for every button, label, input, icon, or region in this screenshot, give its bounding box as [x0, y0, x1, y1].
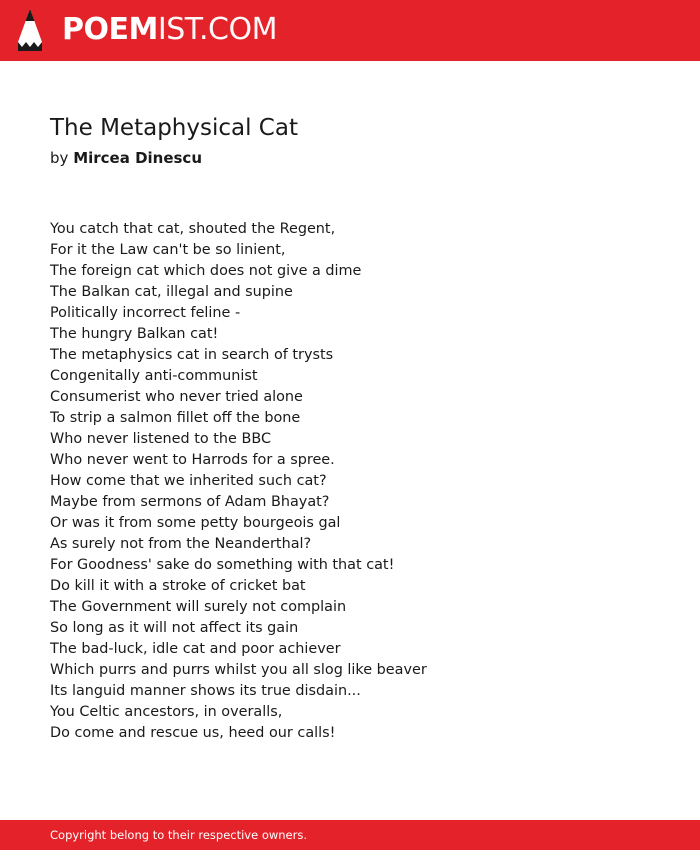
- poem-line: The bad-luck, idle cat and poor achiever: [50, 641, 341, 657]
- poem-line: So long as it will not affect its gain: [50, 620, 299, 636]
- poem-line: Do come and rescue us, heed our calls!: [50, 725, 336, 741]
- poem-line: Or was it from some petty bourgeois gal: [50, 515, 341, 531]
- site-logo-link[interactable]: [62, 10, 277, 50]
- poem-line: For it the Law can't be so linient,: [50, 242, 286, 258]
- poem-line: Do kill it with a stroke of cricket bat: [50, 578, 306, 594]
- site-footer: [0, 820, 700, 850]
- poem-line: As surely not from the Neanderthal?: [50, 536, 312, 552]
- poem-line: For Goodness' sake do something with that cat!: [50, 557, 395, 573]
- site-header: [0, 0, 700, 61]
- poem-line: How come that we inherited such cat?: [50, 473, 327, 489]
- pencil-tip-icon[interactable]: [16, 8, 44, 52]
- poem-line: You Celtic ancestors, in overalls,: [50, 704, 283, 720]
- logo-text-bold: POEM: [62, 12, 158, 47]
- byline-prefix: by: [50, 149, 69, 167]
- poem-body: [50, 219, 427, 744]
- poem-line: The metaphysics cat in search of trysts: [50, 347, 334, 363]
- poem-line: Which purrs and purrs whilst you all slog like beaver: [50, 662, 427, 678]
- poem-line: Consumerist who never tried alone: [50, 389, 303, 405]
- logo-text-light: IST.COM: [157, 12, 277, 47]
- poem-line: Congenitally anti-communist: [50, 368, 258, 384]
- poem-line: To strip a salmon fillet off the bone: [50, 410, 301, 426]
- poem-line: The hungry Balkan cat!: [50, 326, 219, 342]
- poem-line: Maybe from sermons of Adam Bhayat?: [50, 494, 330, 510]
- poem-line: The Balkan cat, illegal and supine: [50, 284, 293, 300]
- poem-line: You catch that cat, shouted the Regent,: [50, 221, 336, 237]
- poem-line: The Government will surely not complain: [50, 599, 347, 615]
- copyright-notice: Copyright belong to their respective owners.: [50, 828, 308, 842]
- author-name: Mircea Dinescu: [73, 149, 203, 167]
- poem-line: Who never listened to the BBC: [50, 431, 271, 447]
- byline: [50, 149, 202, 167]
- poem-line: Its languid manner shows its true disdain...: [50, 683, 361, 699]
- poem-line: Politically incorrect feline -: [50, 305, 241, 321]
- poem-line: The foreign cat which does not give a dime: [50, 263, 362, 279]
- poem-line: Who never went to Harrods for a spree.: [50, 452, 335, 468]
- poem-title: The Metaphysical Cat: [50, 115, 298, 141]
